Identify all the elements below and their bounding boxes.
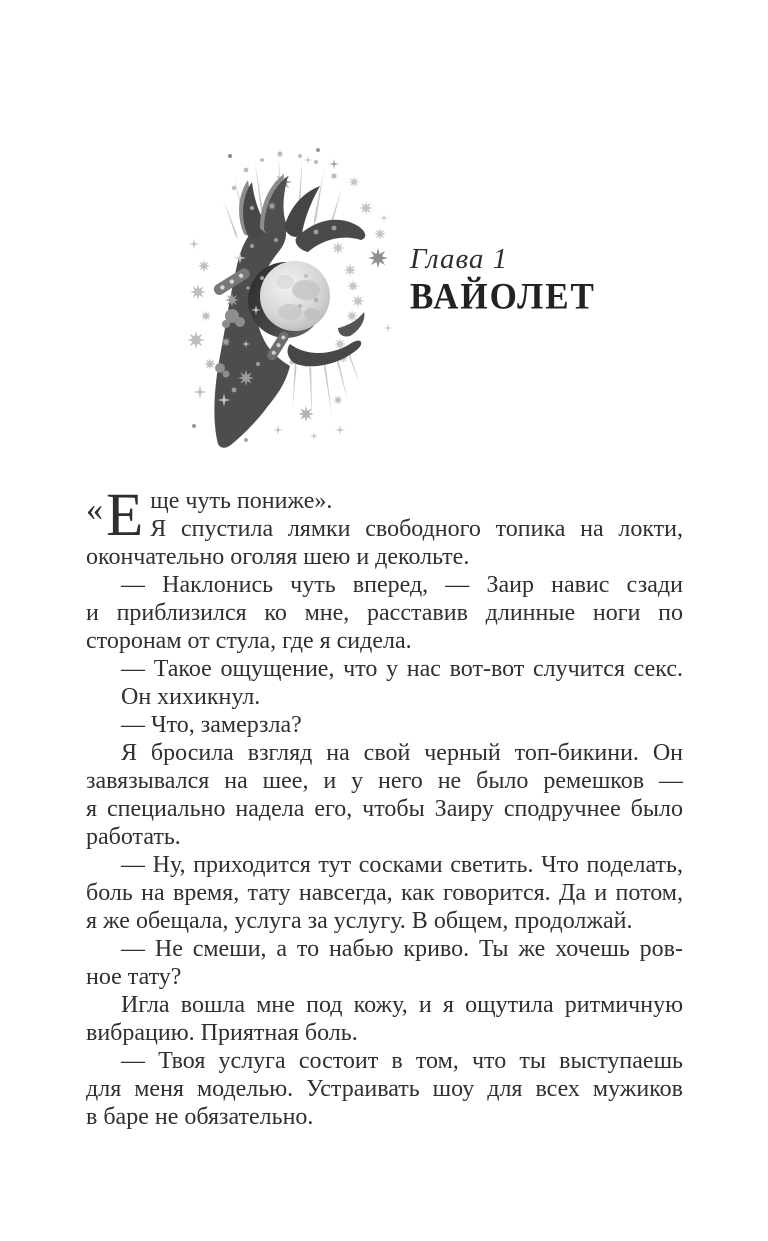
body-line: и приблизился ко мне, расставив длинные ноги по bbox=[86, 600, 683, 626]
body-line: завязывался на шее, и у него не было ремешков — bbox=[86, 768, 683, 794]
body-line: — Ну, приходится тут сосками светить. Что поделать, bbox=[121, 852, 683, 878]
hand-holding-crescent-moon-icon bbox=[188, 148, 408, 448]
body-line: Я спустила лямки свободного топика на локти, bbox=[150, 516, 683, 542]
body-text bbox=[86, 482, 683, 1131]
body-line: — Такое ощущение, что у нас вот-вот случится секс. bbox=[121, 656, 683, 682]
opening-quote-mark: « bbox=[86, 491, 103, 528]
body-line: работать. bbox=[86, 824, 181, 850]
chapter-title: ВАЙОЛЕТ bbox=[410, 275, 596, 317]
body-line: ще чуть пониже». bbox=[150, 488, 333, 514]
body-line: — Твоя услуга состоит в том, что ты выступаешь bbox=[121, 1048, 683, 1074]
chapter-number: Глава 1 bbox=[410, 243, 509, 275]
body-line: Игла вошла мне под кожу, и я ощутила ритмичную bbox=[121, 992, 683, 1018]
drop-cap-letter: Е bbox=[106, 482, 144, 550]
body-line: — Не смеши, а то набью криво. Ты же хочешь ров- bbox=[121, 936, 683, 962]
body-line: Он хихикнул. bbox=[121, 684, 261, 710]
body-line: я специально надела его, чтобы Заиру сподручнее было bbox=[86, 796, 683, 822]
body-line: окончательно оголяя шею и декольте. bbox=[86, 544, 470, 570]
drop-cap bbox=[86, 482, 144, 550]
chapter-titles bbox=[410, 244, 596, 315]
body-line: сторонам от стула, где я сидела. bbox=[86, 628, 412, 654]
body-line: вибрацию. Приятная боль. bbox=[86, 1020, 358, 1046]
body-line: Я бросила взгляд на свой черный топ-бикини. Он bbox=[121, 740, 683, 766]
body-line: для меня моделью. Устраивать шоу для всех мужиков bbox=[86, 1076, 683, 1102]
chapter-head bbox=[0, 148, 768, 450]
body-line: ное тату? bbox=[86, 964, 182, 990]
body-line: в баре не обязательно. bbox=[86, 1104, 314, 1130]
body-line: — Что, замерзла? bbox=[121, 712, 302, 738]
body-line: — Наклонись чуть вперед, — Заир навис сзади bbox=[121, 572, 683, 598]
body-line: я же обещала, услуга за услугу. В общем, продолжай. bbox=[86, 908, 633, 934]
body-line: боль на время, тату навсегда, как говорится. Да и потом, bbox=[86, 880, 683, 906]
